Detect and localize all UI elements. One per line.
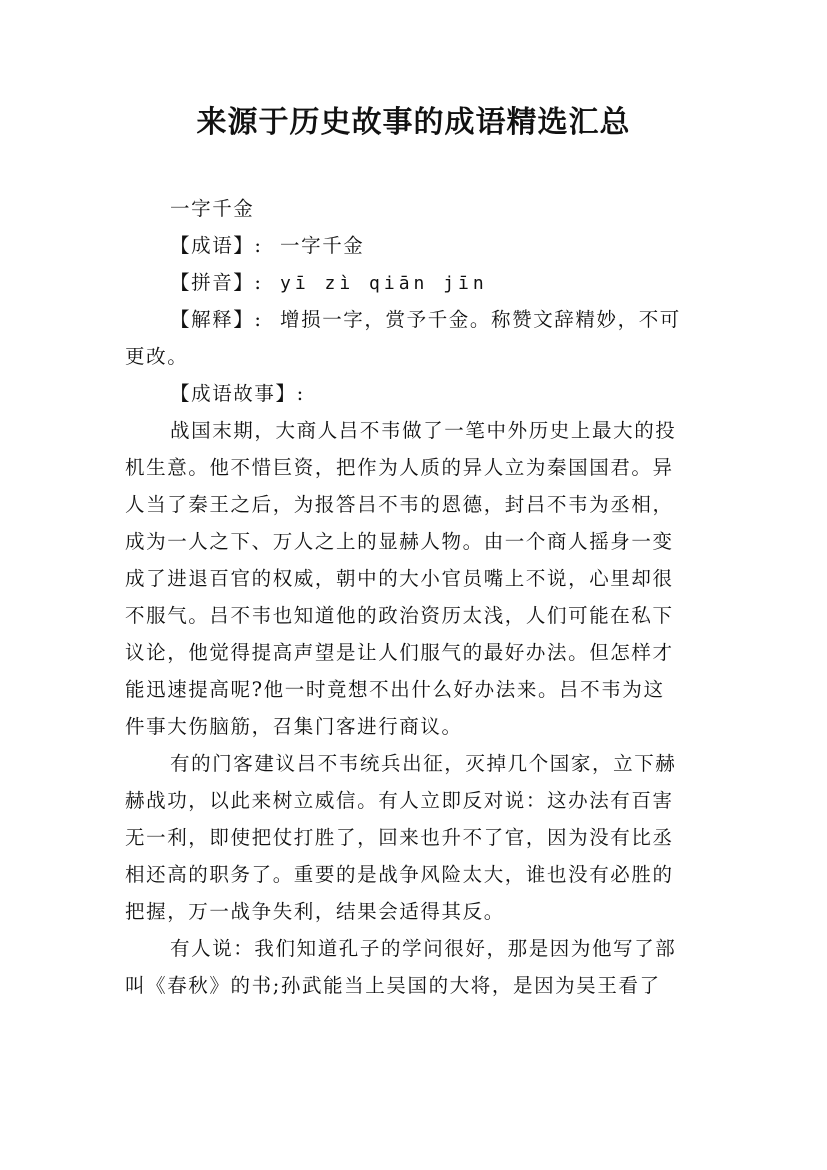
paragraph-line: 有的门客建议吕不韦统兵出征，灭掉几个国家，立下赫 (170, 752, 677, 775)
paragraph-line: 赫战功，以此来树立威信。有人立即反对说：这办法有百害 (125, 789, 674, 812)
paragraph-line: 能迅速提高呢?他一时竟想不出什么好办法来。吕不韦为这 (125, 678, 665, 701)
paragraph-line: 相还高的职务了。重要的是战争风险太大，谁也没有必胜的 (125, 863, 674, 886)
paragraph-line: 成了进退百官的权威，朝中的大小官员嘴上不说，心里却很 (125, 567, 674, 590)
document-body (125, 190, 705, 1004)
idiom-label: 【成语】: (170, 234, 263, 257)
story-label: 【成语故事】: (170, 382, 305, 405)
story-paragraph-2 (125, 745, 705, 930)
pinyin-field (125, 264, 705, 301)
explanation-value-line-1: 增损一字，赏予千金。称赞文辞精妙，不可 (280, 308, 681, 331)
pinyin-value: yī zì qiān jīn (280, 273, 488, 294)
paragraph-line: 把握，万一战争失利，结果会适得其反。 (125, 900, 505, 923)
story-paragraph-1 (125, 412, 705, 745)
explanation-label: 【解释】: (170, 308, 263, 331)
paragraph-line: 成为一人之下、万人之上的显赫人物。由一个商人摇身一变 (125, 530, 674, 553)
paragraph-line: 机生意。他不惜巨资，把作为人质的异人立为秦国国君。异 (125, 456, 674, 479)
paragraph-line: 件事大伤脑筋，召集门客进行商议。 (125, 715, 463, 738)
pinyin-label: 【拼音】: (170, 271, 263, 294)
idiom-heading: 一字千金 (170, 197, 255, 220)
explanation-field (125, 301, 705, 338)
paragraph-line: 无一利，即使把仗打胜了，回来也升不了官，因为没有比丞 (125, 826, 674, 849)
document-title: 来源于历史故事的成语精选汇总 (196, 105, 631, 140)
paragraph-line: 有人说：我们知道孔子的学问很好，那是因为他写了部 (170, 937, 677, 960)
paragraph-line: 不服气。吕不韦也知道他的政治资历太浅，人们可能在私下 (125, 604, 674, 627)
explanation-value-line-2: 更改。 (125, 345, 189, 368)
idiom-value: 一字千金 (280, 234, 365, 257)
paragraph-line: 战国末期，大商人吕不韦做了一笔中外历史上最大的投 (170, 419, 677, 442)
paragraph-line: 叫《春秋》的书;孙武能当上吴国的大将，是因为吴王看了 (125, 974, 661, 997)
story-paragraph-3 (125, 930, 705, 1004)
paragraph-line: 人当了秦王之后，为报答吕不韦的恩德，封吕不韦为丞相， (125, 493, 674, 516)
idiom-field (125, 227, 705, 264)
paragraph-line: 议论，他觉得提高声望是让人们服气的最好办法。但怎样才 (125, 641, 674, 664)
